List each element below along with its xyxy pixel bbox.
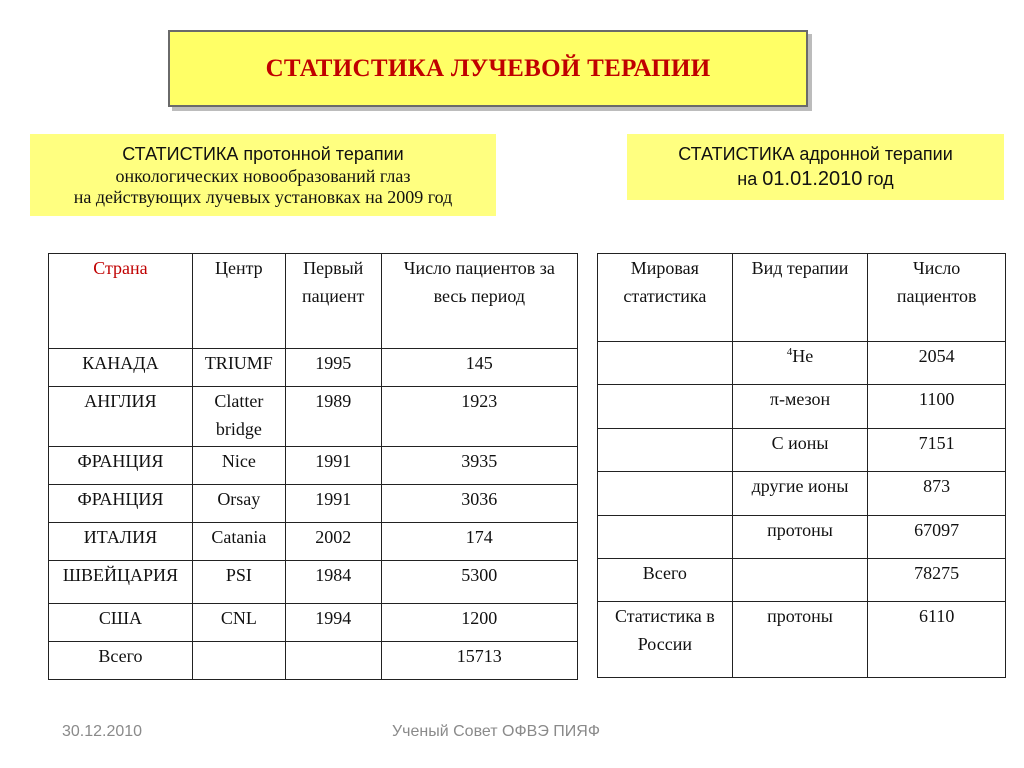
cell-year: 1995 xyxy=(285,349,381,387)
header-country: Страна xyxy=(49,254,193,349)
cell-year: 1994 xyxy=(285,604,381,642)
cell-empty xyxy=(192,642,285,680)
table-row xyxy=(49,604,578,642)
caption-line-1: СТАТИСТИКА протонной терапии xyxy=(122,143,404,164)
cell-total-label: Всего xyxy=(598,559,733,602)
hadron-caption-prefix: на xyxy=(737,169,758,189)
cell-total-label: Всего xyxy=(49,642,193,680)
header-center: Центр xyxy=(192,254,285,349)
cell-center: TRIUMF xyxy=(192,349,285,387)
cell-patients: 5300 xyxy=(381,561,577,604)
table-row xyxy=(598,429,1006,472)
cell-country: ФРАНЦИЯ xyxy=(49,447,193,485)
cell-country: ИТАЛИЯ xyxy=(49,523,193,561)
table-total-row xyxy=(49,642,578,680)
table-row xyxy=(598,516,1006,559)
table-row xyxy=(598,342,1006,385)
table-total-row xyxy=(598,559,1006,602)
page-title: СТАТИСТИКА ЛУЧЕВОЙ ТЕРАПИИ xyxy=(265,54,711,82)
table-row xyxy=(49,349,578,387)
cell-therapy: другие ионы xyxy=(732,472,868,516)
cell-country: ФРАНЦИЯ xyxy=(49,485,193,523)
cell-therapy: С ионы xyxy=(732,429,868,472)
helium-mass-number: 4 xyxy=(786,346,793,358)
cell-country: ШВЕЙЦАРИЯ xyxy=(49,561,193,604)
cell-center: Catania xyxy=(192,523,285,561)
cell-year: 1991 xyxy=(285,447,381,485)
cell-center: Clatter bridge xyxy=(192,387,285,447)
header-patient-count: Число пациентов xyxy=(868,254,1006,342)
cell-year: 1991 xyxy=(285,485,381,523)
cell-patients: 145 xyxy=(381,349,577,387)
helium-symbol: He xyxy=(792,346,814,366)
cell-category xyxy=(598,385,733,429)
table-row xyxy=(598,385,1006,429)
cell-patients: 1923 xyxy=(381,387,577,447)
table-row xyxy=(49,447,578,485)
cell-therapy: π-мезон xyxy=(732,385,868,429)
cell-count: 6110 xyxy=(868,602,1006,678)
cell-patients: 174 xyxy=(381,523,577,561)
footer-organization: Ученый Совет ОФВЭ ПИЯФ xyxy=(392,723,600,740)
cell-patients: 1200 xyxy=(381,604,577,642)
proton-therapy-caption xyxy=(30,134,496,216)
table-header-row xyxy=(49,254,578,349)
cell-empty xyxy=(732,559,868,602)
cell-count: 1100 xyxy=(868,385,1006,429)
hadron-caption-line-2 xyxy=(737,167,893,192)
header-world-stats: Мировая статистика xyxy=(598,254,733,342)
table-row xyxy=(49,387,578,447)
footer-date: 30.12.2010 xyxy=(62,723,143,740)
table-row xyxy=(598,602,1006,678)
cell-russia-stats: Статистика в России xyxy=(598,602,733,678)
table-row xyxy=(49,561,578,604)
cell-country: США xyxy=(49,604,193,642)
cell-therapy: протоны xyxy=(732,602,868,678)
cell-patients: 3036 xyxy=(381,485,577,523)
cell-patients: 3935 xyxy=(381,447,577,485)
cell-year: 1984 xyxy=(285,561,381,604)
cell-therapy: протоны xyxy=(732,516,868,559)
hadron-caption-suffix: год xyxy=(867,169,894,189)
cell-empty xyxy=(285,642,381,680)
cell-country: КАНАДА xyxy=(49,349,193,387)
cell-therapy-helium xyxy=(732,342,868,385)
hadron-therapy-table xyxy=(597,253,1006,678)
cell-year: 2002 xyxy=(285,523,381,561)
table-header-row xyxy=(598,254,1006,342)
table-row xyxy=(598,472,1006,516)
cell-center: PSI xyxy=(192,561,285,604)
proton-eye-therapy-table xyxy=(48,253,578,680)
hadron-caption-date: 01.01.2010 xyxy=(762,168,863,190)
cell-country: АНГЛИЯ xyxy=(49,387,193,447)
cell-count: 7151 xyxy=(868,429,1006,472)
table-row xyxy=(49,523,578,561)
table-row xyxy=(49,485,578,523)
cell-total-value: 78275 xyxy=(868,559,1006,602)
cell-category xyxy=(598,472,733,516)
cell-count: 67097 xyxy=(868,516,1006,559)
caption-line-2: онкологических новообразований глаз xyxy=(115,165,411,186)
cell-total-value: 15713 xyxy=(381,642,577,680)
title-banner xyxy=(168,30,808,107)
header-first-patient: Первый пациент xyxy=(285,254,381,349)
cell-category xyxy=(598,516,733,559)
cell-center: CNL xyxy=(192,604,285,642)
hadron-caption-line-1: СТАТИСТИКА адронной терапии xyxy=(678,144,953,164)
cell-empty xyxy=(598,342,733,385)
caption-line-3: на действующих лучевых установках на 2009 год xyxy=(73,186,453,207)
cell-category xyxy=(598,429,733,472)
cell-year: 1989 xyxy=(285,387,381,447)
header-therapy-type: Вид терапии xyxy=(732,254,868,342)
cell-count: 873 xyxy=(868,472,1006,516)
cell-center: Nice xyxy=(192,447,285,485)
hadron-therapy-caption xyxy=(627,134,1004,200)
cell-center: Orsay xyxy=(192,485,285,523)
cell-count: 2054 xyxy=(868,342,1006,385)
header-patients-total: Число пациентов за весь период xyxy=(381,254,577,349)
